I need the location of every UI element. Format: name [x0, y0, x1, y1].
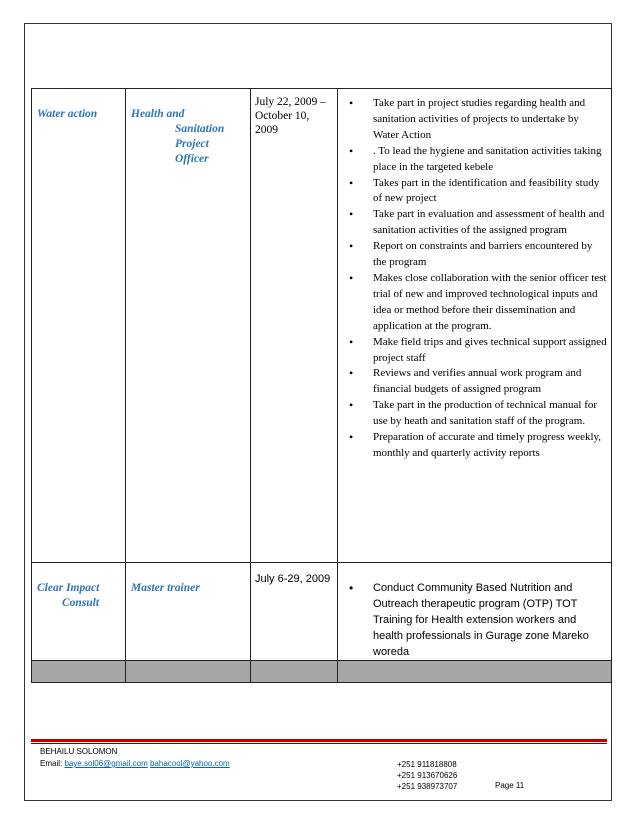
- list-item: • Makes close collaboration with the senior officer test trial of new and improved technological inputs and idea or method before their dissemination and application at the program.: [338, 271, 607, 335]
- position-title-line: Officer: [175, 153, 209, 165]
- list-item: • Take part in project studies regarding health and sanitation activities of projects to undertake by Water Action: [338, 96, 607, 144]
- list-item: • Take part in evaluation and assessment of health and sanitation activities of the assigned program: [338, 207, 607, 239]
- footer-rule: [31, 739, 607, 742]
- footer-email: [40, 759, 230, 768]
- empty-cell: [338, 661, 612, 683]
- list-item: • Takes part in the identification and feasibility study of new project: [338, 176, 607, 208]
- position-title: Master trainer: [131, 582, 200, 594]
- footer-phone-list: [397, 759, 457, 792]
- organization-cell: [32, 89, 126, 563]
- duties-list: [338, 563, 611, 660]
- email-link-gmail[interactable]: baye.sol06@gmail.com: [64, 759, 148, 768]
- duties-cell: [338, 563, 612, 661]
- table-row: [32, 563, 612, 661]
- list-item: • Conduct Community Based Nutrition and Outreach therapeutic program (OTP) TOT Training for Health extension workers and health professionals in Gurage zone Mareko woreda: [338, 580, 605, 660]
- phone-number: +251 913670626: [397, 771, 458, 780]
- duties-list: [338, 89, 611, 462]
- position-title-line: Project: [175, 138, 209, 150]
- employment-dates: July 22, 2009 – October 10, 2009: [255, 96, 326, 136]
- organization-name: Clear Impact: [37, 582, 100, 594]
- list-item: • Make field trips and gives technical support assigned project staff: [338, 335, 607, 367]
- work-experience-table: [31, 88, 612, 683]
- footer-rule-thin: [31, 743, 607, 744]
- organization-name-line: Consult: [62, 597, 100, 609]
- dates-cell: [251, 89, 338, 563]
- employment-dates: July 6-29, 2009: [255, 573, 331, 585]
- empty-cell: [126, 661, 251, 683]
- empty-cell: [251, 661, 338, 683]
- page-number: Page 11: [495, 781, 525, 790]
- organization-name: Water action: [37, 108, 98, 120]
- position-cell: [126, 563, 251, 661]
- list-item: • Report on constraints and barriers encountered by the program: [338, 239, 607, 271]
- position-title-line: Sanitation: [175, 123, 225, 135]
- phone-number: +251 938973707: [397, 782, 458, 791]
- email-label: Email:: [40, 759, 63, 768]
- empty-table-row: [32, 661, 612, 683]
- list-item: • Preparation of accurate and timely progress weekly, monthly and quarterly activity reports: [338, 430, 607, 462]
- phone-number: +251 911818808: [397, 760, 457, 769]
- dates-cell: [251, 563, 338, 661]
- list-item: • . To lead the hygiene and sanitation activities taking place in the targeted kebele: [338, 144, 607, 176]
- empty-cell: [32, 661, 126, 683]
- position-cell: [126, 89, 251, 563]
- duties-cell: [338, 89, 612, 563]
- organization-cell: [32, 563, 126, 661]
- footer-author-name: BEHAILU SOLOMON: [40, 747, 118, 756]
- list-item: • Take part in the production of technical manual for use by heath and sanitation staff of the program.: [338, 398, 607, 430]
- position-title: Health and: [131, 108, 185, 120]
- list-item: • Reviews and verifies annual work program and financial budgets of assigned program: [338, 366, 607, 398]
- table-row: [32, 89, 612, 563]
- email-link-yahoo[interactable]: bahacool@yahoo.com: [149, 759, 230, 768]
